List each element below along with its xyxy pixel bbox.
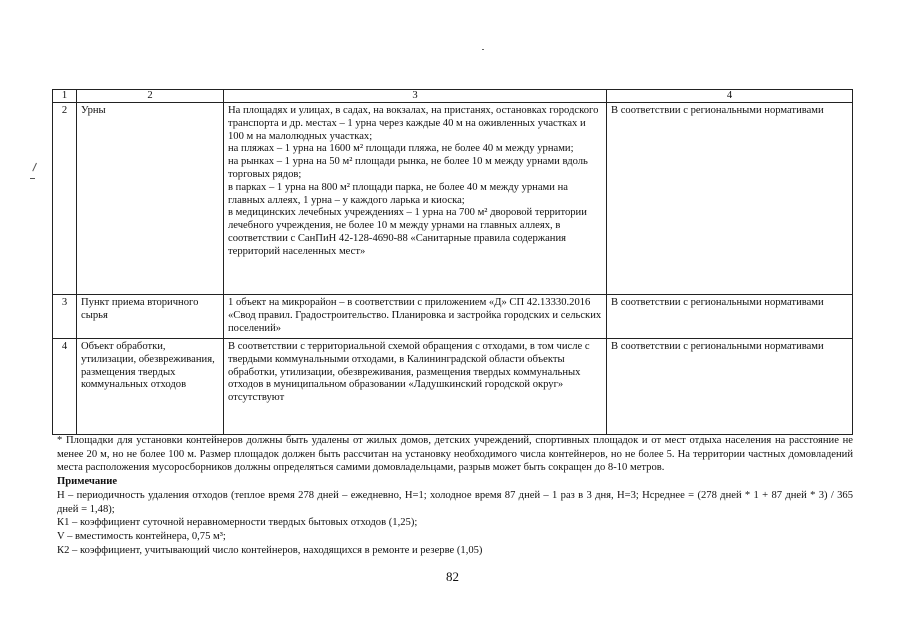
column-header: 4 [607, 90, 853, 103]
object-details [224, 339, 607, 435]
detail-line: На площадях и улицах, в садах, на вокзалах, на пристанях, остановках городского транспорта и др. местах – 1 урна через каждые 40 м на оживленных участках и 100 м на малолюдных участках; [228, 105, 599, 142]
object-details [224, 295, 607, 339]
table-header-row [53, 90, 853, 103]
page-number: 82 [446, 569, 459, 584]
column-header: 3 [224, 90, 607, 103]
detail-line: в парках – 1 урна на 800 м² площади парка, не более 40 м между урнами на главных аллеях, 1 урна – у каждого ларька и киоска; [228, 181, 568, 206]
note-line: К1 – коэффициент суточной неравномерности твердых бытовых отходов (1,25); [57, 517, 418, 529]
detail-line: на рынках – 1 урна на 50 м² площади рынка, не более 10 м между урнами вдоль торговых рядов; [228, 156, 588, 180]
column-header: 1 [53, 90, 77, 103]
note-heading: Примечание [57, 476, 118, 488]
norms-table [52, 89, 853, 435]
scan-speck [482, 49, 484, 50]
object-name: Пункт приема вторичного сырья [77, 295, 224, 339]
object-name: Объект обработки, утилизации, обезвреживания, размещения твердых коммунальных отходов [77, 339, 224, 435]
notes-section [57, 434, 853, 557]
row-number: 2 [53, 103, 77, 295]
detail-line: В соответствии с территориальной схемой обращения с отходами, в том числе с твердыми коммунальными отходами, в Калининградской области объекты обработки, утилизации, обезвреживания, размещения твердых коммунальных отходов в муниципальном образовании «Ладушкинский городской округ» отсутствуют [228, 341, 590, 404]
object-norm: В соответствии с региональными нормативами [607, 103, 853, 295]
table-row [53, 339, 853, 435]
note-line: V – вместимость контейнера, 0,75 м³; [57, 530, 226, 542]
detail-line: на пляжах – 1 урна на 1600 м² площади пляжа, не более 40 м между урнами; [228, 143, 574, 155]
footnote: * Площадки для установки контейнеров должны быть удалены от жилых домов, детских учреждений, спортивных площадок и от мест отдыха населения на расстояние не менее 20 м, но не более 100 м. Размер площадок должен быть рассчитан на установку необходимого числа контейнеров, но не более 5. На территории частных домовладений места расположения мусоросборников должны определяться самими домовладельцами, разрыв может быть сокращен до 8-10 метров. [57, 435, 853, 474]
detail-line: в медицинских лечебных учреждениях – 1 урна на 700 м² дворовой территории лечебного учреждения, не более 10 м между урнами на главных аллеях, в соответствии с СанПиН 42-128-4690-88 «Санитарные правила содержания территорий населенных мест» [228, 207, 587, 257]
row-number: 3 [53, 295, 77, 339]
scan-speck [30, 178, 35, 179]
object-details [224, 103, 607, 295]
object-name: Урны [77, 103, 224, 295]
row-number: 4 [53, 339, 77, 435]
object-norm: В соответствии с региональными нормативами [607, 295, 853, 339]
object-norm: В соответствии с региональными нормативами [607, 339, 853, 435]
detail-line: 1 объект на микрорайон – в соответствии с приложением «Д» СП 42.13330.2016 «Свод правил. Градостроительство. Планировка и застройка городских и сельских поселений» [228, 297, 602, 334]
column-header: 2 [77, 90, 224, 103]
note-line: К2 – коэффициент, учитывающий число контейнеров, находящихся в ремонте и резерве (1,05) [57, 544, 483, 556]
table-row [53, 295, 853, 339]
note-line: Н – периодичность удаления отходов (теплое время 278 дней – ежедневно, Н=1; холодное время 87 дней – 1 раз в 3 дня, Н=3; Нсреднее = (278 дней * 1 + 87 дней * 3) / 365 дней = 1,48); [57, 489, 853, 515]
scan-speck [32, 163, 39, 172]
table-row [53, 103, 853, 295]
